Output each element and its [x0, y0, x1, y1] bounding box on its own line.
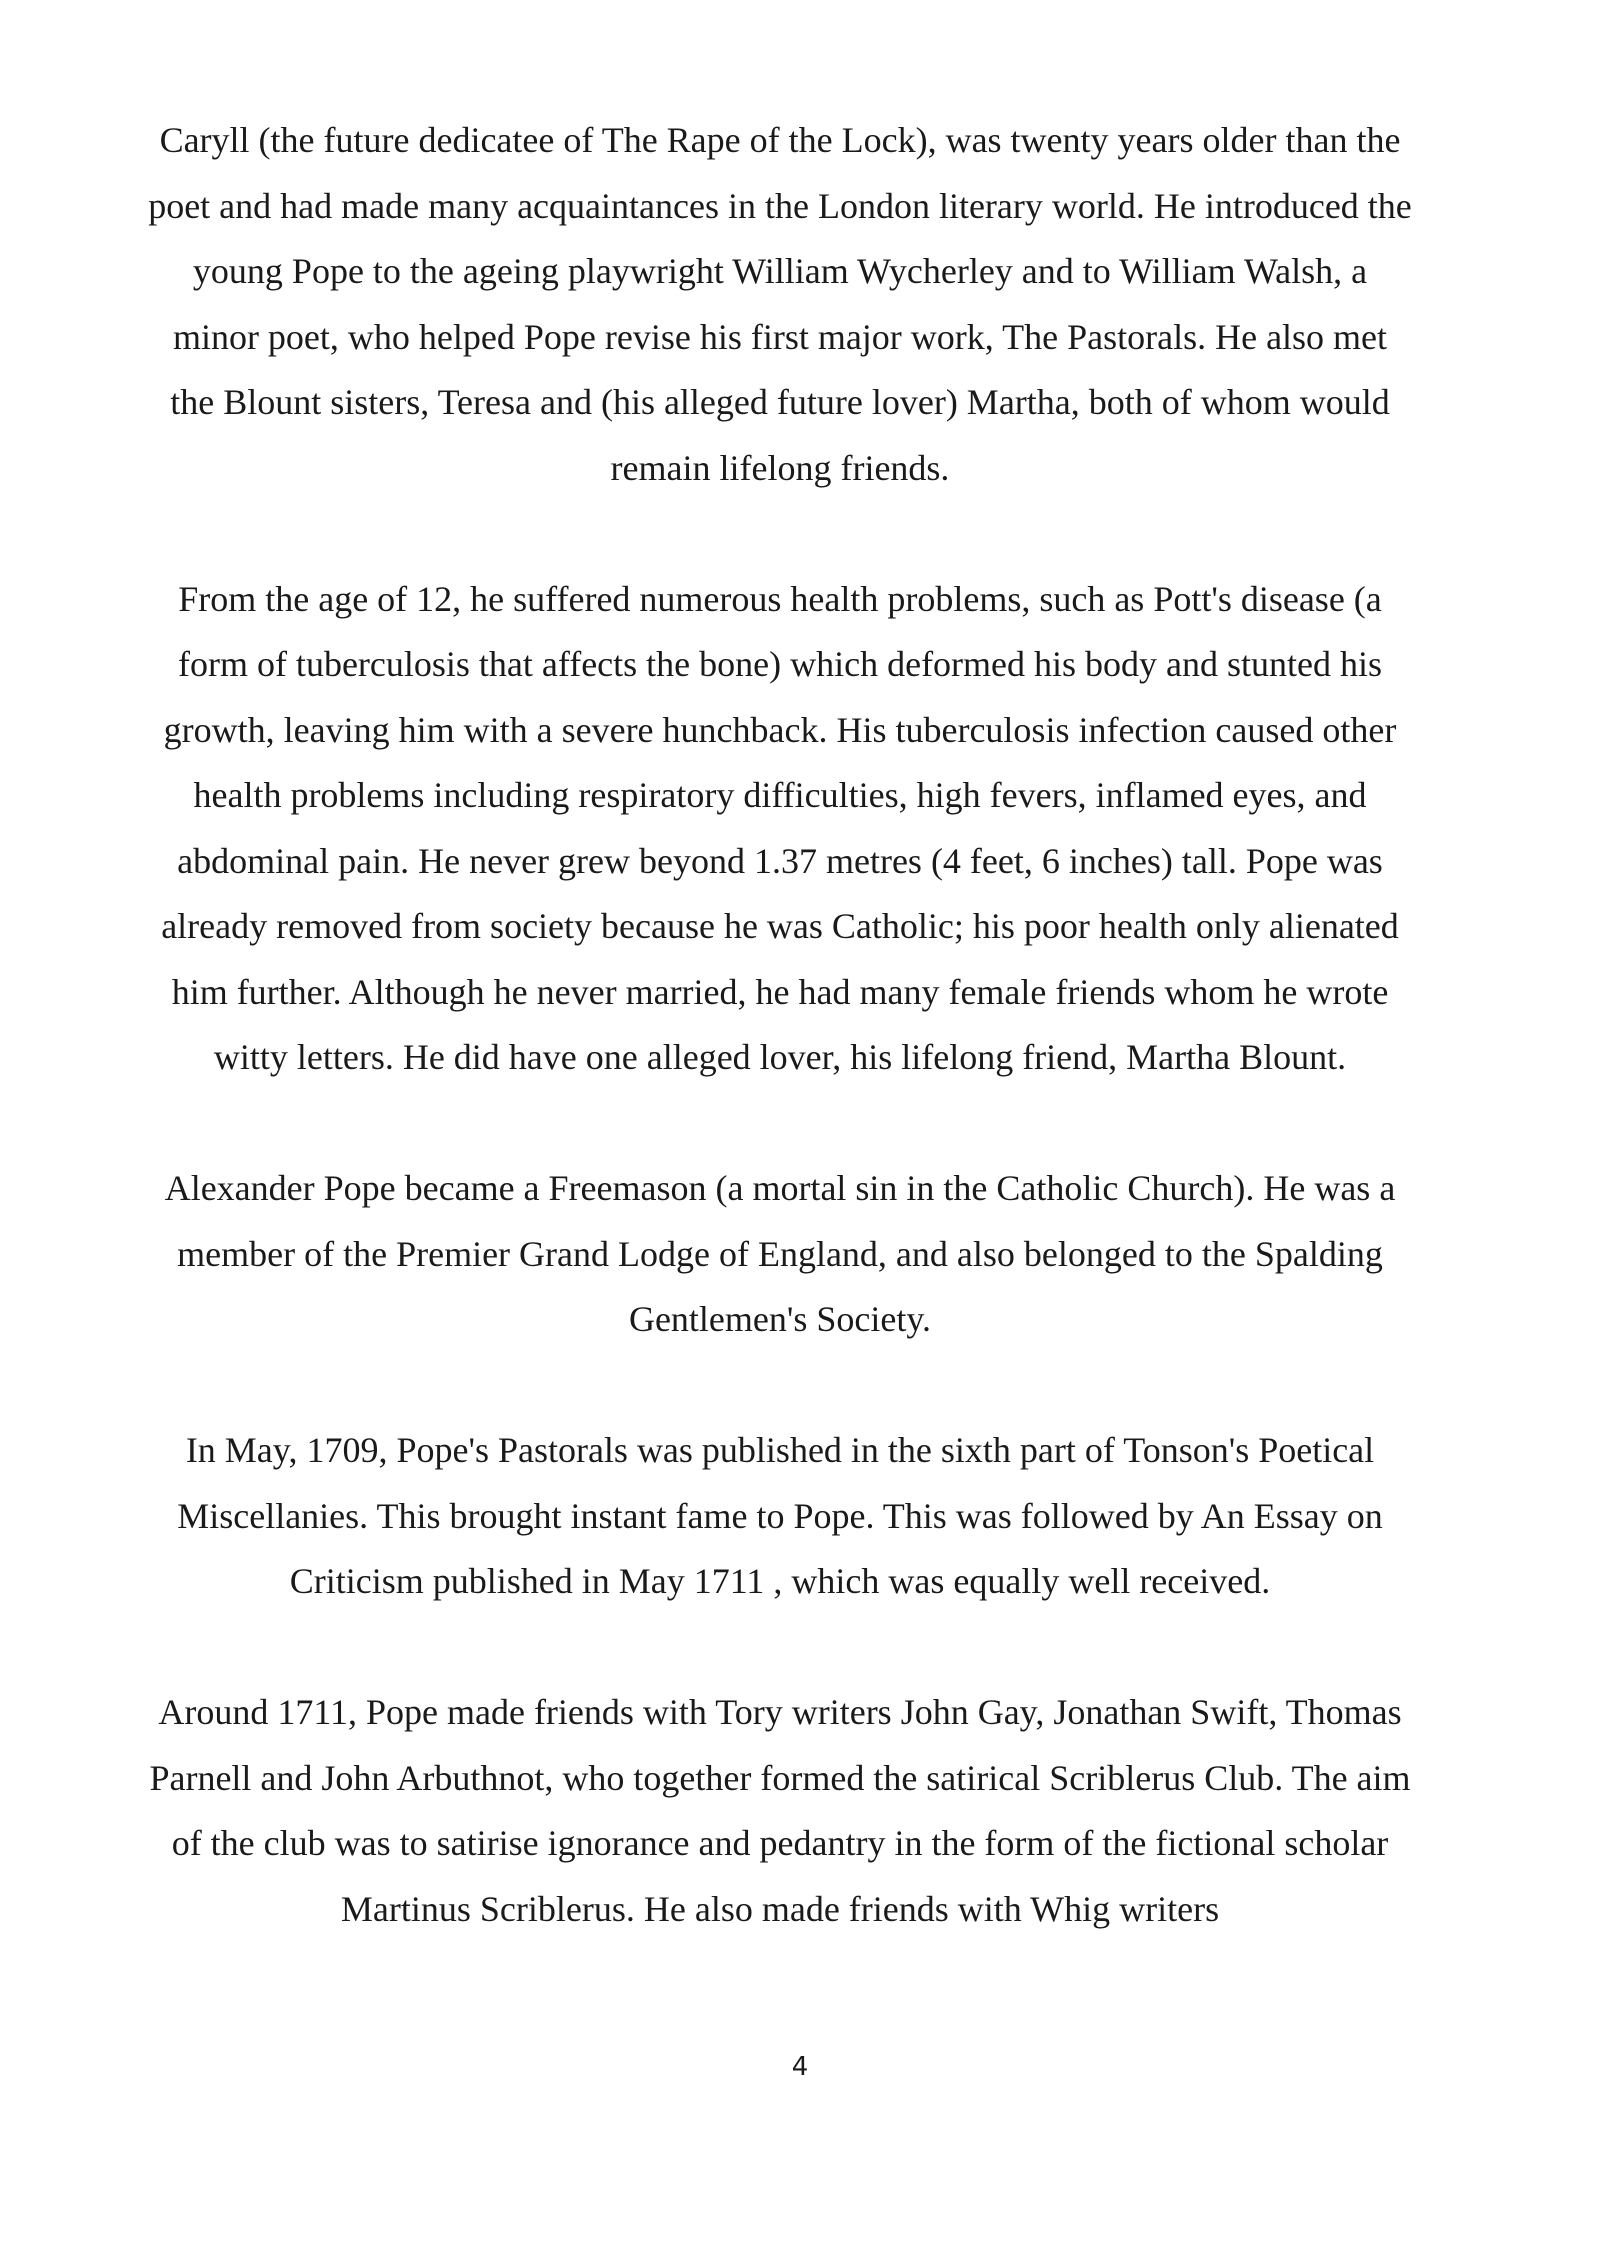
body-text: [148, 108, 1412, 2008]
paragraph-freemason: Alexander Pope became a Freemason (a mortal sin in the Catholic Church). He was a member of the Premier Grand Lodge of England, and also belonged to the Spalding Gentlemen's Society.: [164, 1168, 1396, 1339]
paragraph-health: From the age of 12, he suffered numerous health problems, such as Pott's disease (a form of tuberculosis that affects the bone) which deformed his body and stunted his growth, leaving him with a severe hunchback. His tuberculosis infection caused other health problems including respiratory difficulties, high fevers, inflamed eyes, and abdominal pain. He never grew beyond 1.37 metres (4 feet, 6 inches) tall. Pope was already removed from society because he was Catholic; his poor health only alienated him further. Although he never married, he had many female friends whom he wrote witty letters. He did have one alleged lover, his lifelong friend, Martha Blount.: [161, 578, 1399, 1077]
paragraph-pastorals: In May, 1709, Pope's Pastorals was published in the sixth part of Tonson's Poetical Miscellanies. This brought instant fame to Pope. This was followed by An Essay on Criticism published in May 1711 , which was equally well received.: [177, 1430, 1383, 1601]
page-number: 4: [791, 2052, 809, 2082]
paragraph-caryll: Caryll (the future dedicatee of The Rape of the Lock), was twenty years older than the poet and had made many acquaintances in the London literary world. He introduced the young Pope to the ageing playwright William Wycherley and to William Walsh, a minor poet, who helped Pope revise his first major work, The Pastorals. He also met the Blount sisters, Teresa and (his alleged future lover) Martha, both of whom would remain lifelong friends.: [148, 120, 1412, 488]
paragraph-scriblerus: Around 1711, Pope made friends with Tory writers John Gay, Jonathan Swift, Thomas Parnell and John Arbuthnot, who together formed the satirical Scriblerus Club. The aim of the club was to satirise ignorance and pedantry in the form of the fictional scholar Martinus Scriblerus. He also made friends with Whig writers: [149, 1692, 1411, 1929]
